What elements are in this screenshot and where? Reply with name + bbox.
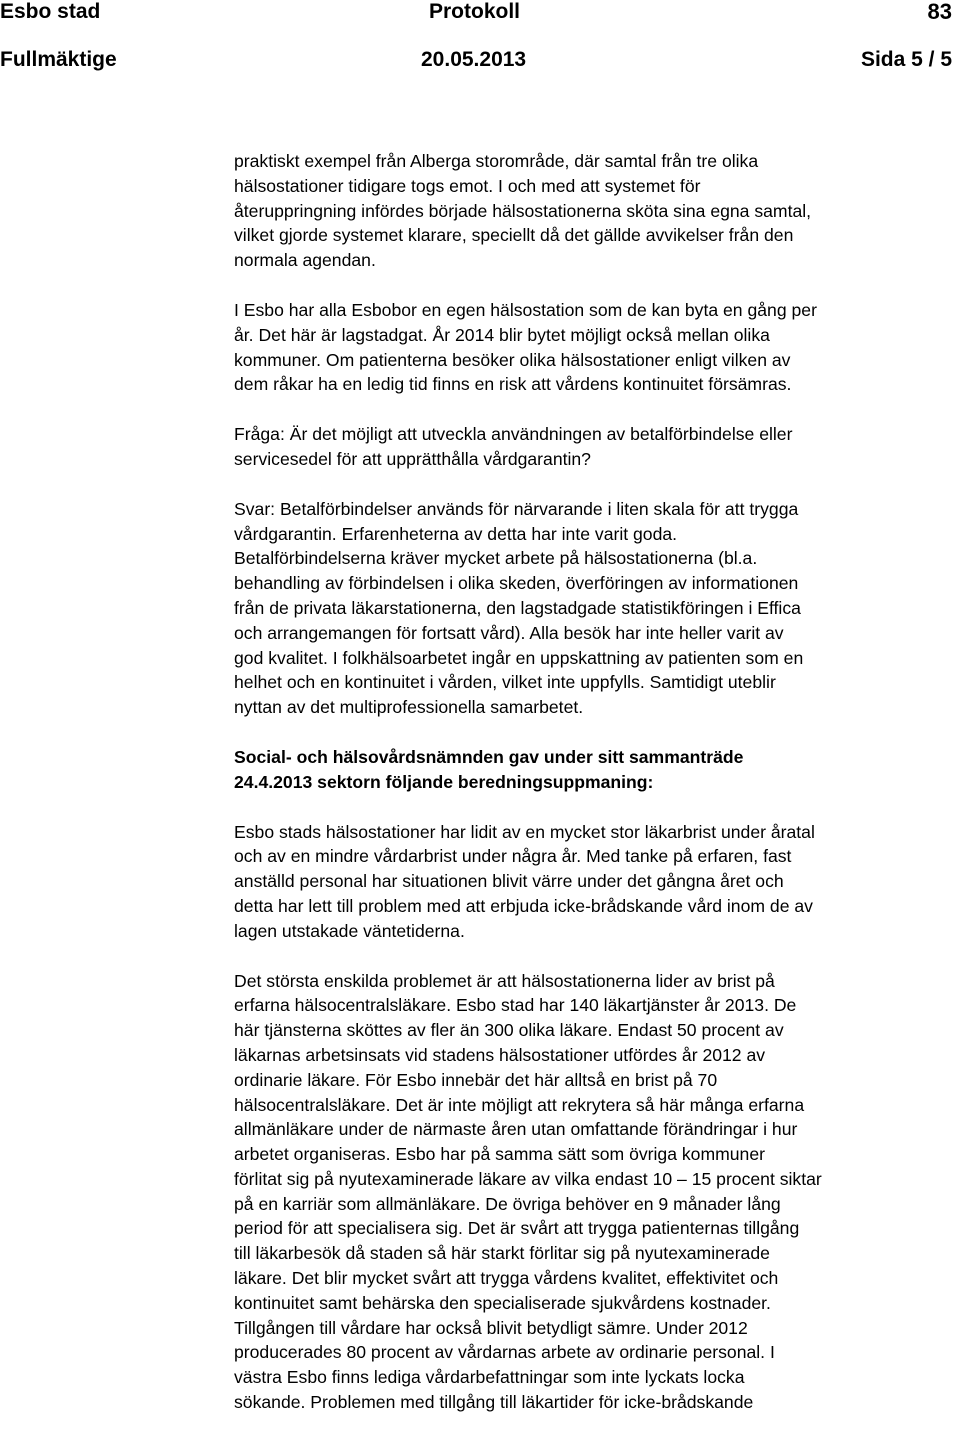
paragraph-callback-example: praktiskt exempel från Alberga storområde, där samtal från tre olika hälsostationer tidigare togs emot. I och med att systemet för återuppringning infördes började hälsostationerna sköta sina egna samtal, vilket gjorde systemet klarare, speciellt då det gällde avvikelser från den normala agendan. xyxy=(234,151,812,271)
paragraph-answer: Svar: Betalförbindelser används för närvarande i liten skala för att trygga vårdgarantin. Erfarenheterna av detta har inte varit goda. Betalförbindelserna kräver mycket arbete på hälsostationerna (bl.a. behandling av förbindelsen i olika skeden, överföringen av informationen från de privata läkarstationerna, den lagstadgade statistikföringen i Effica och arrangemangen för fortsatt vård). Alla besök har inte heller varit av god kvalitet. I folkhälsoarbetet ingår en uppskattning av patienten som en helhet och en kontinuitet i vården, vilket inte uppfylls. Samtidigt uteblir nyttan av det multiprofessionella samarbetet. xyxy=(234,498,804,718)
meeting-date: 20.05.2013 xyxy=(421,48,527,71)
paragraph-own-health-station: I Esbo har alla Esbobor en egen hälsostation som de kan byta en gång per år. Det här är lagstadgat. År 2014 blir bytet möjligt också mellan olika kommuner. Om patienterna besöker olika hälsostationer enligt vilken av dem råkar ha en ledig tid finns en risk att vårdens kontinuitet försämras. xyxy=(234,299,817,395)
paragraph-question: Fråga: Är det möjligt att utveckla användningen av betalförbindelse eller servicesedel för att upprätthålla vårdgarantin? xyxy=(234,424,793,469)
document-type: Protokoll xyxy=(429,0,521,23)
page-number: 83 xyxy=(927,0,952,24)
paragraph-largest-problem: Det största enskilda problemet är att hälsostationerna lider av brist på erfarna hälsocentralsläkare. Esbo stad har 140 läkartjänster år 2013. De här tjänsterna sköttes av fler än 300 olika läkare. Endast 50 procent av läkarnas arbetsinsats vid stadens hälsostationer utfördes år 2012 av ordinarie läkare. För Esbo innebär det här alltså en brist på 70 hälsocentralsläkare. Det är inte möjligt att rekrytera så här många erfarna allmänläkare under de närmaste åren utan omfattande förändringar i hur arbetet organiseras. Esbo har på samma sätt som övriga kommuner förlitat sig på nyutexaminerade läkare av vilka endast 10 – 15 procent siktar på en karriär som allmänläkare. De övriga behöver en 9 månader lång period för att specialisera sig. Det är svårt att trygga patienternas tillgång till läkarbesök då staden så här starkt förlitar sig på nyutexaminerade läkare. Det blir mycket svårt att trygga vårdens kvalitet, effektivitet och kontinuitet samt behärska den specialiserade sjukvårdens kostnader. Tillgången till vårdare har också blivit betydligt sämre. Under 2012 producerades 80 procent av vårdarnas arbete av ordinarie personal. I västra Esbo finns lediga vårdarbefattningar som inte lyckats locka sökande. Problemen med tillgång till läkartider för icke-brådskande xyxy=(234,970,822,1413)
paragraph-doctor-shortage: Esbo stads hälsostationer har lidit av en mycket stor läkarbrist under åratal och av en mindre vårdarbrist under några år. Med tanke på erfaren, fast anställd personal har situationen blivit värre under det gångna året och detta har lett till problem med att erbjuda icke-brådskande vård inom de av lagen utstakade väntetiderna. xyxy=(234,821,815,941)
page-indicator: Sida 5 / 5 xyxy=(860,48,952,71)
governing-body: Fullmäktige xyxy=(0,48,117,71)
organization-name: Esbo stad xyxy=(0,0,101,23)
document-body xyxy=(234,149,956,1440)
section-heading: Social- och hälsovårdsnämnden gav under sitt sammanträde 24.4.2013 sektorn följande beredningsuppmaning: xyxy=(234,746,744,792)
